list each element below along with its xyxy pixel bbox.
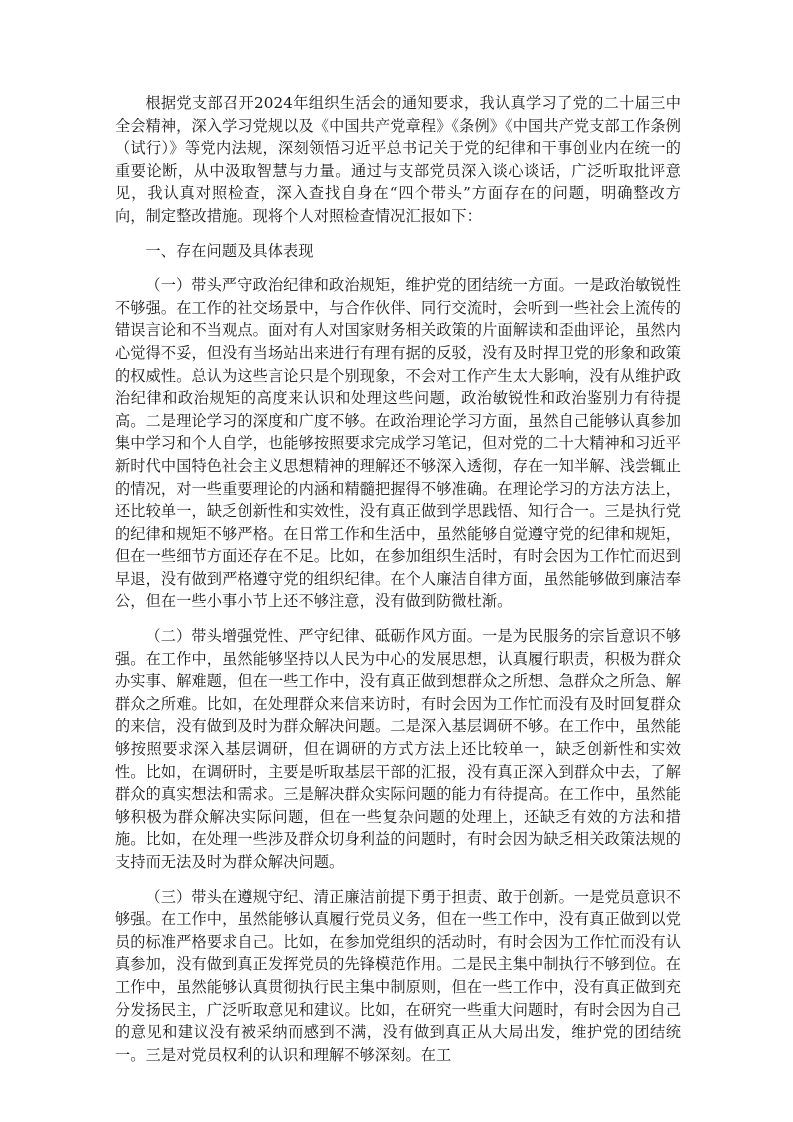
intro-paragraph: 根据党支部召开2024年组织生活会的通知要求，我认真学习了党的二十届三中全会精神，深入学习党规以及《中国共产党章程》《条例》《中国共产党支部工作条例（试行）》等党内法规，深刻领悟习近平总书记关于党的纪律和干事创业内在统一的重要论断，从中汲取智慧与力量。通过与支部党员深入谈心谈话，广泛听取批评意见，我认真对照检查，深入查找自身在“四个带头”方面存在的问题，明确整改方向，制定整改措施。现将个人对照检查情况汇报如下： [115,94,681,225]
section-heading: 一、存在问题及具体表现 [145,241,314,260]
document-page [115,92,681,1078]
paragraph-responsibility-innovation: （三）带头在遵规守纪、清正廉洁前提下勇于担责、敢于创新。一是党员意识不够强。在工作中，虽然能够认真履行党员义务，但在一些工作中，没有真正做到以党员的标准严格要求自己。比如，在参加党组织的活动时，有时会因为工作忙而没有认真参加，没有做到真正发挥党员的先锋模范作用。二是民主集中制执行不够到位。在工作中，虽然能够认真贯彻执行民主集中制原则，但在一些工作中，没有真正做到充分发扬民主，广泛听取意见和建议。比如，在研究一些重大问题时，有时会因为自己的意见和建议没有被采纳而感到不满，没有做到真正从大局出发，维护党的团结统一。三是对党员权利的认识和理解不够深刻。在工 [115,887,681,1064]
paragraph-party-spirit: （二）带头增强党性、严守纪律、砥砺作风方面。一是为民服务的宗旨意识不够强。在工作中，虽然能够坚持以人民为中心的发展思想，认真履行职责，积极为群众办实事、解难题，但在一些工作中，没有真正做到想群众之所想、急群众之所急、解群众之所难。比如，在处理群众来信来访时，有时会因为工作忙而没有及时回复群众的来信，没有做到及时为群众解决问题。二是深入基层调研不够。在工作中，虽然能够按照要求深入基层调研，但在调研的方式方法上还比较单一，缺乏创新性和实效性。比如，在调研时，主要是听取基层干部的汇报，没有真正深入到群众中去，了解群众的真实想法和需求。三是解决群众实际问题的能力有待提高。在工作中，虽然能够积极为群众解决实际问题，但在一些复杂问题的处理上，还缺乏有效的方法和措施。比如，在处理一些涉及群众切身利益的问题时，有时会因为缺乏相关政策法规的支持而无法及时为群众解决问题。 [115,627,681,871]
paragraph-political-discipline: （一）带头严守政治纪律和政治规矩，维护党的团结统一方面。一是政治敏锐性不够强。在工作的社交场景中，与合作伙伴、同行交流时，会听到一些社会上流传的错误言论和不当观点。面对有人对国家财务相关政策的片面解读和歪曲评论，虽然内心觉得不妥，但没有当场站出来进行有理有据的反驳，没有及时捍卫党的形象和政策的权威性。总认为这些言论只是个别现象，不会对工作产生太大影响，没有从维护政治纪律和政治规矩的高度来认识和处理这些问题，政治敏锐性和政治鉴别力有待提高。二是理论学习的深度和广度不够。在政治理论学习方面，虽然自己能够认真参加集中学习和个人自学，也能够按照要求完成学习笔记，但对党的二十大精神和习近平新时代中国特色社会主义思想精神的理解还不够深入透彻，存在一知半解、浅尝辄止的情况，对一些重要理论的内涵和精髓把握得不够准确。在理论学习的方法方法上，还比较单一，缺乏创新性和实效性，没有真正做到学思践悟、知行合一。三是执行党的纪律和规矩不够严格。在日常工作和生活中，虽然能够自觉遵守党的纪律和规矩，但在一些细节方面还存在不足。比如，在参加组织生活时，有时会因为工作忙而迟到早退，没有做到严格遵守党的组织纪律。在个人廉洁自律方面，虽然能够做到廉洁奉公，但在一些小事小节上还不够注意，没有做到防微杜渐。 [115,276,681,611]
